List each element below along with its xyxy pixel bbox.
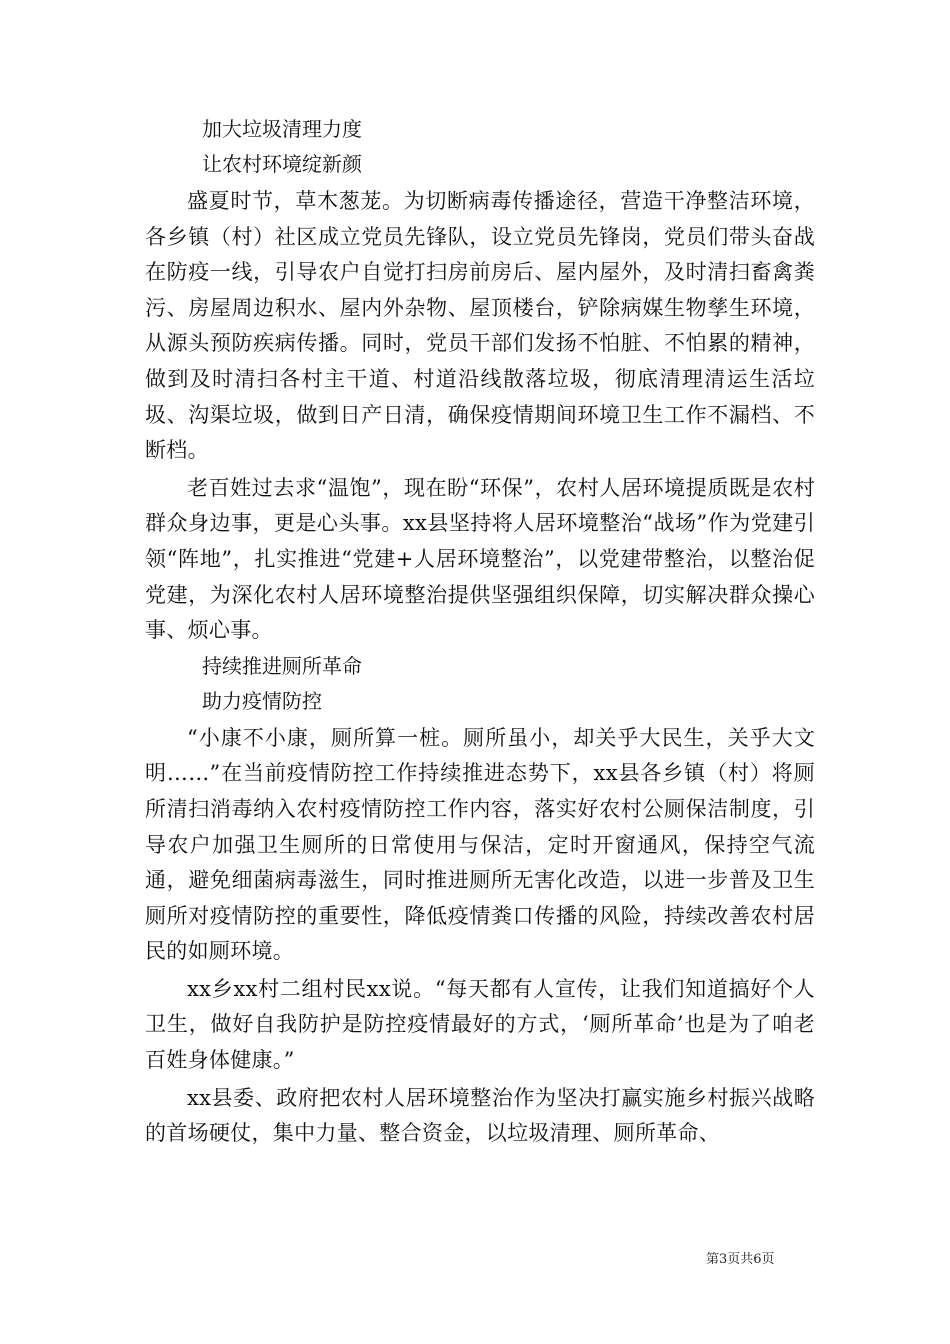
section2-heading-line2: 助力疫情防控 [202,688,322,713]
section2-paragraph1: “小康不小康，厕所算一桩。厕所虽小，却关乎大民生，关乎大文明……”在当前疫情防控工作持续推进态势下，xx县各乡镇（村）将厕所清扫消毒纳入农村疫情防控工作内容，落实好农村公厕保洁制度，引导农户加强卫生厕所的日常使用与保洁，定时开窗通风，保持空气流通，避免细菌病毒滋生，同时推进厕所无害化改造，以进一步普及卫生厕所对疫情防控的重要性，降低疫情粪口传播的风险，持续改善农村居民的如厕环境。 [145,725,815,964]
section2-paragraph3: xx县委、政府把农村人居环境整治作为坚决打赢实施乡村振兴战略的首场硬仗，集中力量、整合资金，以垃圾清理、厕所革命、 [145,1085,815,1146]
page-number: 第3页共6页 [706,1252,775,1267]
section1-paragraph2: 老百姓过去求“温饱”，现在盼“环保”，农村人居环境提质既是农村群众身边事，更是心头事。xx县坚持将人居环境整治“战场”作为党建引领“阵地”，扎实推进“党建+人居环境整治”，以党建带整治，以整治促党建，为深化农村人居环境整治提供坚强组织保障，切实解决群众操心事、烦心事。 [145,475,815,643]
document-body [145,114,815,1154]
section2-heading-line1: 持续推进厕所革命 [202,653,362,678]
section1-heading-line2: 让农村环境绽新颜 [202,152,362,176]
section1-paragraph1: 盛夏时节，草木葱茏。为切断病毒传播途径，营造干净整洁环境，各乡镇（村）社区成立党员先锋队，设立党员先锋岗，党员们带头奋战在防疫一线，引导农户自觉打扫房前房后、屋内屋外，及时清扫畜禽粪污、房屋周边积水、屋内外杂物、屋顶楼台，铲除病媒生物孳生环境，从源头预防疾病传播。同时，党员干部们发扬不怕脏、不怕累的精神，做到及时清扫各村主干道、村道沿线散落垃圾，彻底清理清运生活垃圾、沟渠垃圾，做到日产日清，确保疫情期间环境卫生工作不漏档、不断档。 [145,189,815,463]
section1-heading-line1: 加大垃圾清理力度 [202,117,362,141]
section2-paragraph2: xx乡xx村二组村民xx说。“每天都有人宣传，让我们知道搞好个人卫生，做好自我防护是防控疫情最好的方式，‘厕所革命’也是为了咱老百姓身体健康。” [145,976,815,1073]
